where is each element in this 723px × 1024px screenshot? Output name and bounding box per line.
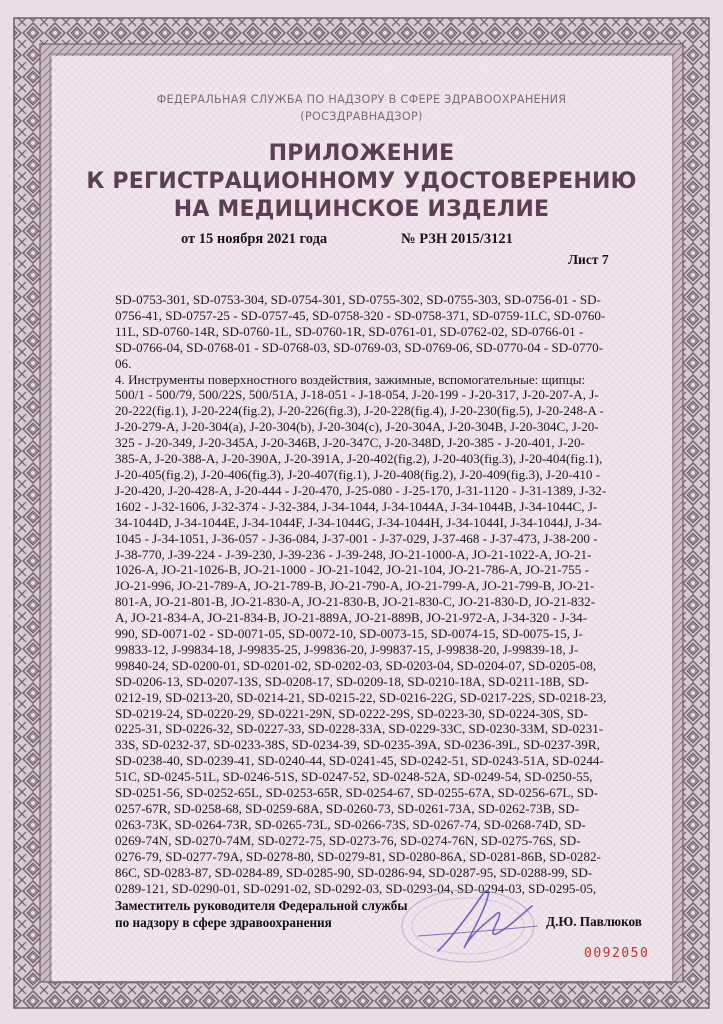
body-line: 1026-A, JO-21-1026-B, JO-21-1000 - JO-21-1042, JO-21-104, JO-21-786-A, JO-21-755 - — [115, 562, 589, 578]
body-line: J-20-405(fig.2), J-20-406(fig.3), J-20-407(fig.1), J-20-408(fig.2), J-20-409(fig.3), J-20-410 - — [115, 466, 601, 482]
body-line: 385-A, J-20-388-A, J-20-390A, J-20-391A, J-20-402(fig.2), J-20-403(fig.3), J-20-404(fig.1), — [115, 451, 603, 467]
body-line: 33S, SD-0232-37, SD-0233-38S, SD-0234-39, SD-0235-39A, SD-0236-39L, SD-0237-39R, — [115, 737, 600, 753]
body-line: 1602 - J-32-1606, J-32-374 - J-32-384, J-34-1044, J-34-1044A, J-34-1044B, J-34-1044C, J- — [115, 498, 598, 514]
document-title — [0, 140, 723, 224]
signer-title — [115, 897, 408, 931]
body-line: 325 - J-20-349, J-20-345A, J-20-346B, J-20-347C, J-20-348D, J-20-385 - J-20-401, J-20- — [115, 435, 585, 451]
body-line: 0269-74N, SD-0270-74M, SD-0272-75, SD-0273-76, SD-0274-76N, SD-0275-76S, SD- — [115, 832, 581, 848]
body-line: 99840-24, SD-0200-01, SD-0201-02, SD-0202-03, SD-0203-04, SD-0204-07, SD-0205-08, — [115, 657, 597, 673]
body-line: 20-222(fig.1), J-20-224(fig.2), J-20-226(fig.3), J-20-228(fig.4), J-20-230(fig.5), J-20-248-A - — [115, 403, 604, 419]
body-line: 500/1 - 500/79, 500/22S, 500/51A, J-18-051 - J-18-054, J-20-199 - J-20-317, J-20-207-A, J- — [115, 387, 599, 403]
body-line: 0225-31, SD-0226-32, SD-0227-33, SD-0228-33A, SD-0229-33C, SD-0230-33M, SD-0231- — [115, 721, 604, 737]
signer-position-line-2: по надзору в сфере здравоохранения — [115, 915, 332, 930]
body-line: 99833-12, J-99834-18, J-99835-25, J-99836-20, J-99837-15, J-99838-20, J-99839-18, J- — [115, 641, 579, 657]
registration-number: № РЗН 2015/3121 — [401, 231, 513, 247]
body-line: SD-0251-56, SD-0252-65L, SD-0253-65R, SD-0254-67, SD-0255-67A, SD-0256-67L, SD- — [115, 785, 599, 801]
body-line: SD-0238-40, SD-0239-41, SD-0240-44, SD-0241-45, SD-0242-51, SD-0243-51A, SD-0244- — [115, 753, 604, 769]
agency-header — [0, 91, 723, 125]
body-line: 51C, SD-0245-51L, SD-0246-51S, SD-0247-52, SD-0248-52A, SD-0249-54, SD-0250-55, — [115, 769, 593, 785]
body-line: 990, SD-0071-02 - SD-0071-05, SD-0072-10, SD-0073-15, SD-0074-15, SD-0075-15, J- — [115, 626, 583, 642]
body-line: J-38-770, J-39-224 - J-39-230, J-39-236 - J-39-248, JO-21-1000-A, JO-21-1022-A, JO-21- — [115, 546, 592, 562]
agency-abbreviation: (РОСЗДРАВНАДЗОР) — [300, 110, 423, 123]
body-line: 11L, SD-0760-14R, SD-0760-1L, SD-0760-1R, SD-0761-01, SD-0762-02, SD-0766-01 - — [115, 323, 584, 339]
serial-number: 0092050 — [584, 946, 650, 961]
body-line: J-20-420, J-20-428-A, J-20-444 - J-20-470, J-25-080 - J-25-170, J-31-1120 - J-31-1389, J-32- — [115, 482, 607, 498]
body-line: JO-21-996, JO-21-789-A, JO-21-789-B, JO-21-790-A, JO-21-799-A, JO-21-799-B, JO-21- — [115, 578, 595, 594]
body-line: 34-1044D, J-34-1044E, J-34-1044F, J-34-1044G, J-34-1044H, J-34-1044I, J-34-1044J, J-34- — [115, 514, 603, 530]
body-line: 1045 - J-34-1051, J-36-057 - J-36-084, J-37-001 - J-37-029, J-37-468 - J-37-473, J-38-200 - — [115, 530, 598, 546]
body-line: 0212-19, SD-0213-20, SD-0214-21, SD-0215-22, SD-0216-22G, SD-0217-22S, SD-0218-23, — [115, 689, 607, 705]
body-line: SD-0219-24, SD-0220-29, SD-0221-29N, SD-0222-29S, SD-0223-30, SD-0224-30S, SD- — [115, 705, 588, 721]
title-line-3: НА МЕДИЦИНСКОЕ ИЗДЕЛИЕ — [173, 197, 550, 222]
document-body — [115, 292, 653, 896]
body-line: A, JO-21-834-A, JO-21-834-B, JO-21-889A, JO-21-889B, JO-21-972-A, J-34-320 - J-34- — [115, 610, 588, 626]
body-line: SD-0766-04, SD-0768-01 - SD-0768-03, SD-0769-03, SD-0769-06, SD-0770-04 - SD-0770- — [115, 339, 604, 355]
body-line: 0257-67R, SD-0258-68, SD-0259-68A, SD-0260-73, SD-0261-73A, SD-0262-73B, SD- — [115, 801, 580, 816]
signature-stamp — [398, 876, 548, 966]
body-line: SD-0206-13, SD-0207-13S, SD-0208-17, SD-0209-18, SD-0210-18A, SD-0211-18B, SD- — [115, 673, 589, 689]
body-line: 0276-79, SD-0277-79A, SD-0278-80, SD-0279-81, SD-0280-86A, SD-0281-86B, SD-0282- — [115, 848, 601, 864]
body-line: 86C, SD-0283-87, SD-0284-89, SD-0285-90, SD-0286-94, SD-0287-95, SD-0288-99, SD- — [115, 864, 593, 880]
sheet-number: Лист 7 — [568, 252, 609, 267]
issue-date: от 15 ноября 2021 года — [181, 231, 328, 247]
signer-name: Д.Ю. Павлюков — [546, 914, 642, 929]
title-line-2: К РЕГИСТРАЦИОННОМУ УДОСТОВЕРЕНИЮ — [86, 169, 637, 194]
signer-position-line-1: Заместитель руководителя Федеральной службы — [115, 898, 408, 913]
body-line: J-20-279-A, J-20-304(a), J-20-304(b), J-20-304(c), J-20-304A, J-20-304B, J-20-304C, J-20- — [115, 419, 599, 435]
body-line: SD-0753-301, SD-0753-304, SD-0754-301, SD-0755-302, SD-0755-303, SD-0756-01 - SD- — [115, 292, 601, 307]
body-line: 801-A, JO-21-801-B, JO-21-830-A, JO-21-830-B, JO-21-830-C, JO-21-830-D, JO-21-832- — [115, 594, 596, 610]
body-line: 4. Инструменты поверхностного воздействия, зажимные, вспомогательные: щипцы: — [115, 371, 586, 387]
body-line: 0263-73K, SD-0264-73R, SD-0265-73L, SD-0266-73S, SD-0267-74, SD-0268-74D, SD- — [115, 816, 586, 832]
agency-name: ФЕДЕРАЛЬНАЯ СЛУЖБА ПО НАДЗОРУ В СФЕРЕ ЗДРАВООХРАНЕНИЯ — [156, 93, 567, 106]
title-line-1: ПРИЛОЖЕНИЕ — [268, 141, 455, 166]
body-line: 06. — [115, 355, 132, 371]
body-line: 0289-121, SD-0290-01, SD-0291-02, SD-0292-03, SD-0293-04, SD-0294-03, SD-0295-05, — [115, 880, 597, 896]
body-line: 0756-41, SD-0757-25 - SD-0757-45, SD-0758-320 - SD-0758-371, SD-0759-1LC, SD-0760- — [115, 307, 606, 323]
